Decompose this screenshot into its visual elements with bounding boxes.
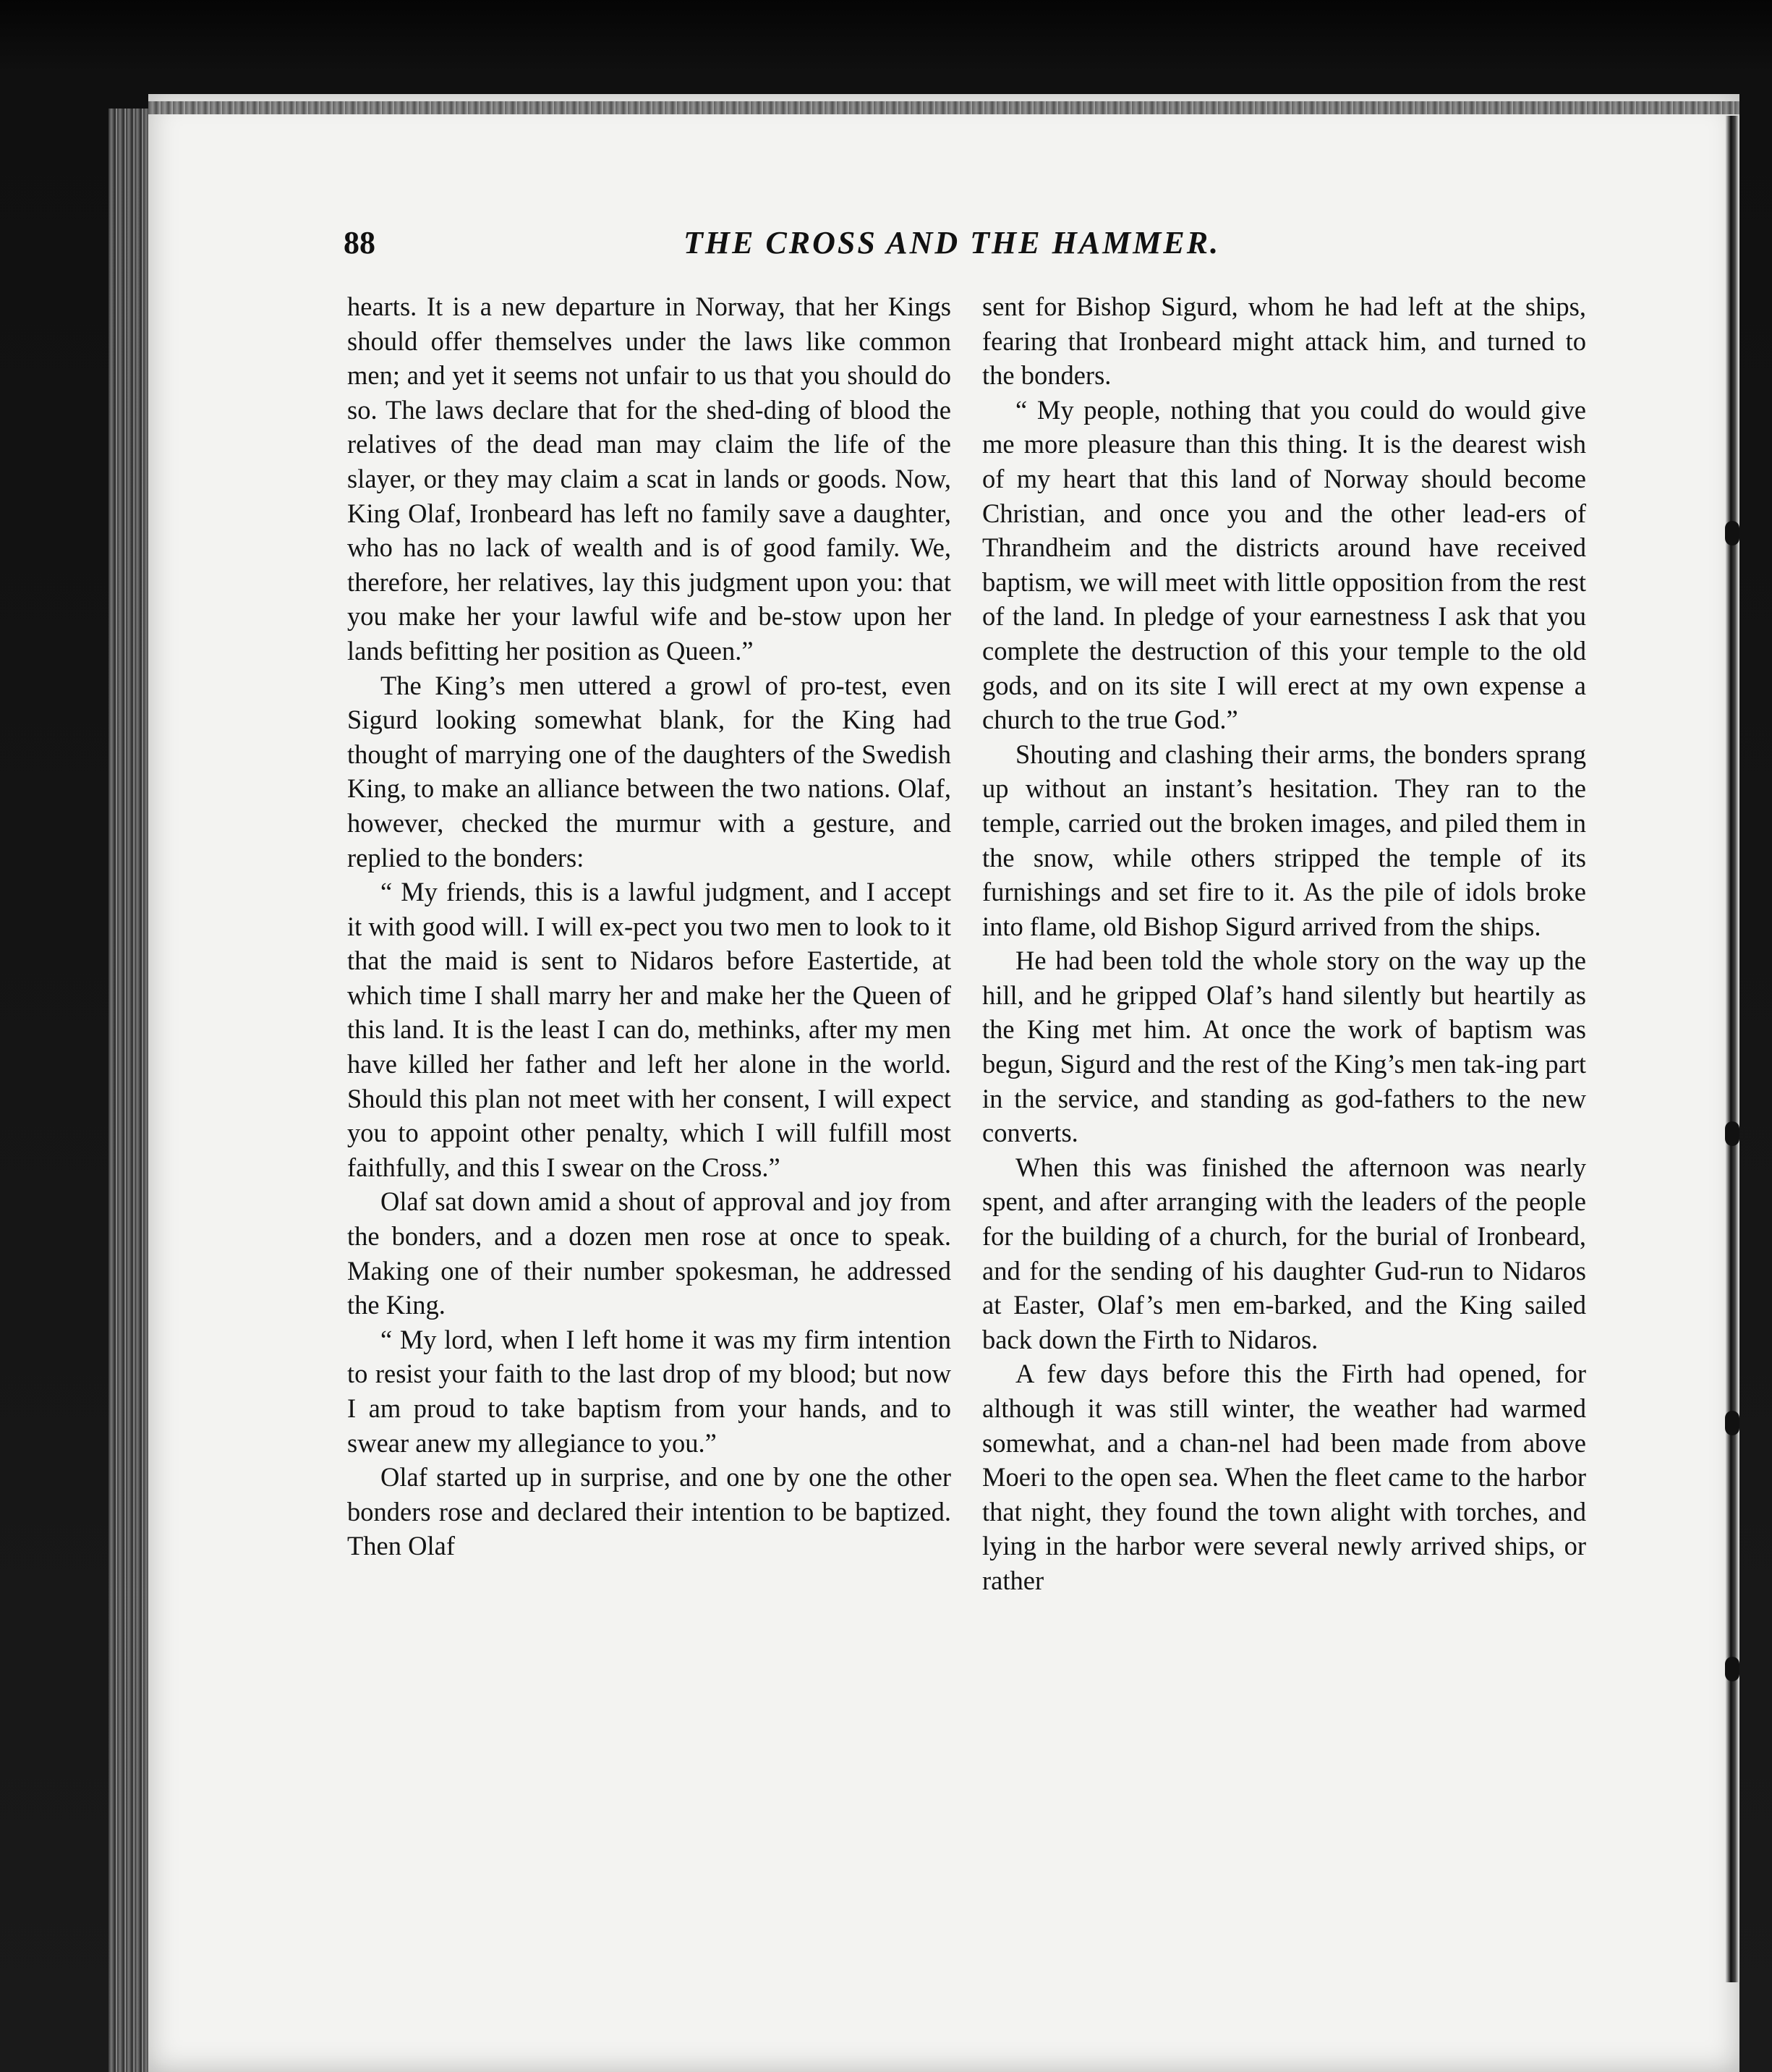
border-ornament (1725, 1121, 1739, 1146)
page-header (148, 224, 1739, 282)
paragraph: Olaf sat down amid a shout of approval and joy from the bonders, and a dozen men rose at once to speak. Making one of their number spokesman, he addressed the King. (347, 1186, 951, 1320)
paragraph: sent for Bishop Sigurd, whom he had left at the ships, fearing that Ironbeard might attack him, and turned to the bonders. (982, 292, 1586, 391)
paragraph: A few days before this the Firth had opened, for although it was still winter, the weather had warmed somewhat, and a chan-nel had been made from above Moeri to the open sea. When the fleet came to the harbor that night, they found the town alight with torches, and lying in the harbor were several newly arrived ships, or rather (982, 1359, 1586, 1595)
book-binding-edge (108, 109, 152, 2072)
top-border-rule (148, 101, 1739, 114)
right-border-rule (1725, 116, 1739, 1982)
page-number: 88 (344, 225, 375, 260)
border-ornament (1725, 521, 1739, 545)
paragraph: Olaf started up in surprise, and one by one the other bonders rose and declared their intention to be baptized. Then Olaf (347, 1462, 951, 1561)
paragraph: “ My friends, this is a lawful judgment, and I accept it with good will. I will ex-pect you two men to look to it that the maid is sent to Nidaros before Eastertide, at which time I shall marry her and make her the Queen of this land. It is the least I can do, methinks, after my men have killed her father and left her alone in the world. Should this plan not meet with her consent, I will expect you to appoint other penalty, which I will fulfill most faithfully, and this I swear on the Cross.” (347, 877, 951, 1182)
border-ornament (1725, 1411, 1739, 1435)
paragraph: The King’s men uttered a growl of pro-test, even Sigurd looking somewhat blank, for the King had thought of marrying one of the daughters of the Swedish King, to make an alliance between the two nations. Olaf, however, checked the murmur with a gesture, and replied to the bonders: (347, 670, 951, 872)
paragraph: hearts. It is a new departure in Norway, that her Kings should offer themselves under the laws like common men; and yet it seems not unfair to us that you should do so. The laws declare that for the shed-ding of blood the relatives of the dead man may claim the life of the slayer, or they may claim a scat in lands or goods. Now, King Olaf, Ironbeard has left no family save a daughter, who has no lack of wealth and is of good family. We, therefore, her relatives, lay this judgment upon you: that you make her your lawful wife and be-stow upon her lands befitting her position as Queen.” (347, 292, 951, 666)
left-text-column (347, 289, 951, 1563)
paragraph: He had been told the whole story on the way up the hill, and he gripped Olaf’s hand silently but heartily as the King met him. At once the work of baptism was begun, Sigurd and the rest of the King’s men tak-ing part in the service, and standing as god-fathers to the new converts. (982, 946, 1586, 1148)
paragraph: When this was finished the afternoon was nearly spent, and after arranging with the leaders of the people for the building of a church, for the burial of Ironbeard, and for the sending of his daughter Gud-run to Nidaros at Easter, Olaf’s men em-barked, and the King sailed back down the Firth to Nidaros. (982, 1152, 1586, 1354)
border-ornament (1725, 1657, 1739, 1681)
paragraph: “ My people, nothing that you could do would give me more pleasure than this thing. It is the dearest wish of my heart that this land of Norway should become Christian, and once you and the other lead-ers of Thrandheim and the districts around have received baptism, we will meet with little opposition from the rest of the land. In pledge of your earnestness I ask that you complete the destruction of this your temple to the old gods, and on its site I will erect at my own expense a church to the true God.” (982, 394, 1586, 735)
paragraph: Shouting and clashing their arms, the bonders sprang up without an instant’s hesitation. They ran to the temple, carried out the broken images, and piled them in the snow, while others stripped the temple of its furnishings and set fire to it. As the pile of idols broke into flame, old Bishop Sigurd arrived from the ships. (982, 739, 1586, 941)
running-title: THE CROSS AND THE HAMMER. (683, 225, 1221, 260)
book-page (148, 94, 1739, 2072)
paragraph: “ My lord, when I left home it was my firm intention to resist your faith to the last drop of my blood; but now I am proud to take baptism from your hands, and to swear anew my allegiance to you.” (347, 1324, 951, 1458)
right-text-column (982, 289, 1586, 1598)
